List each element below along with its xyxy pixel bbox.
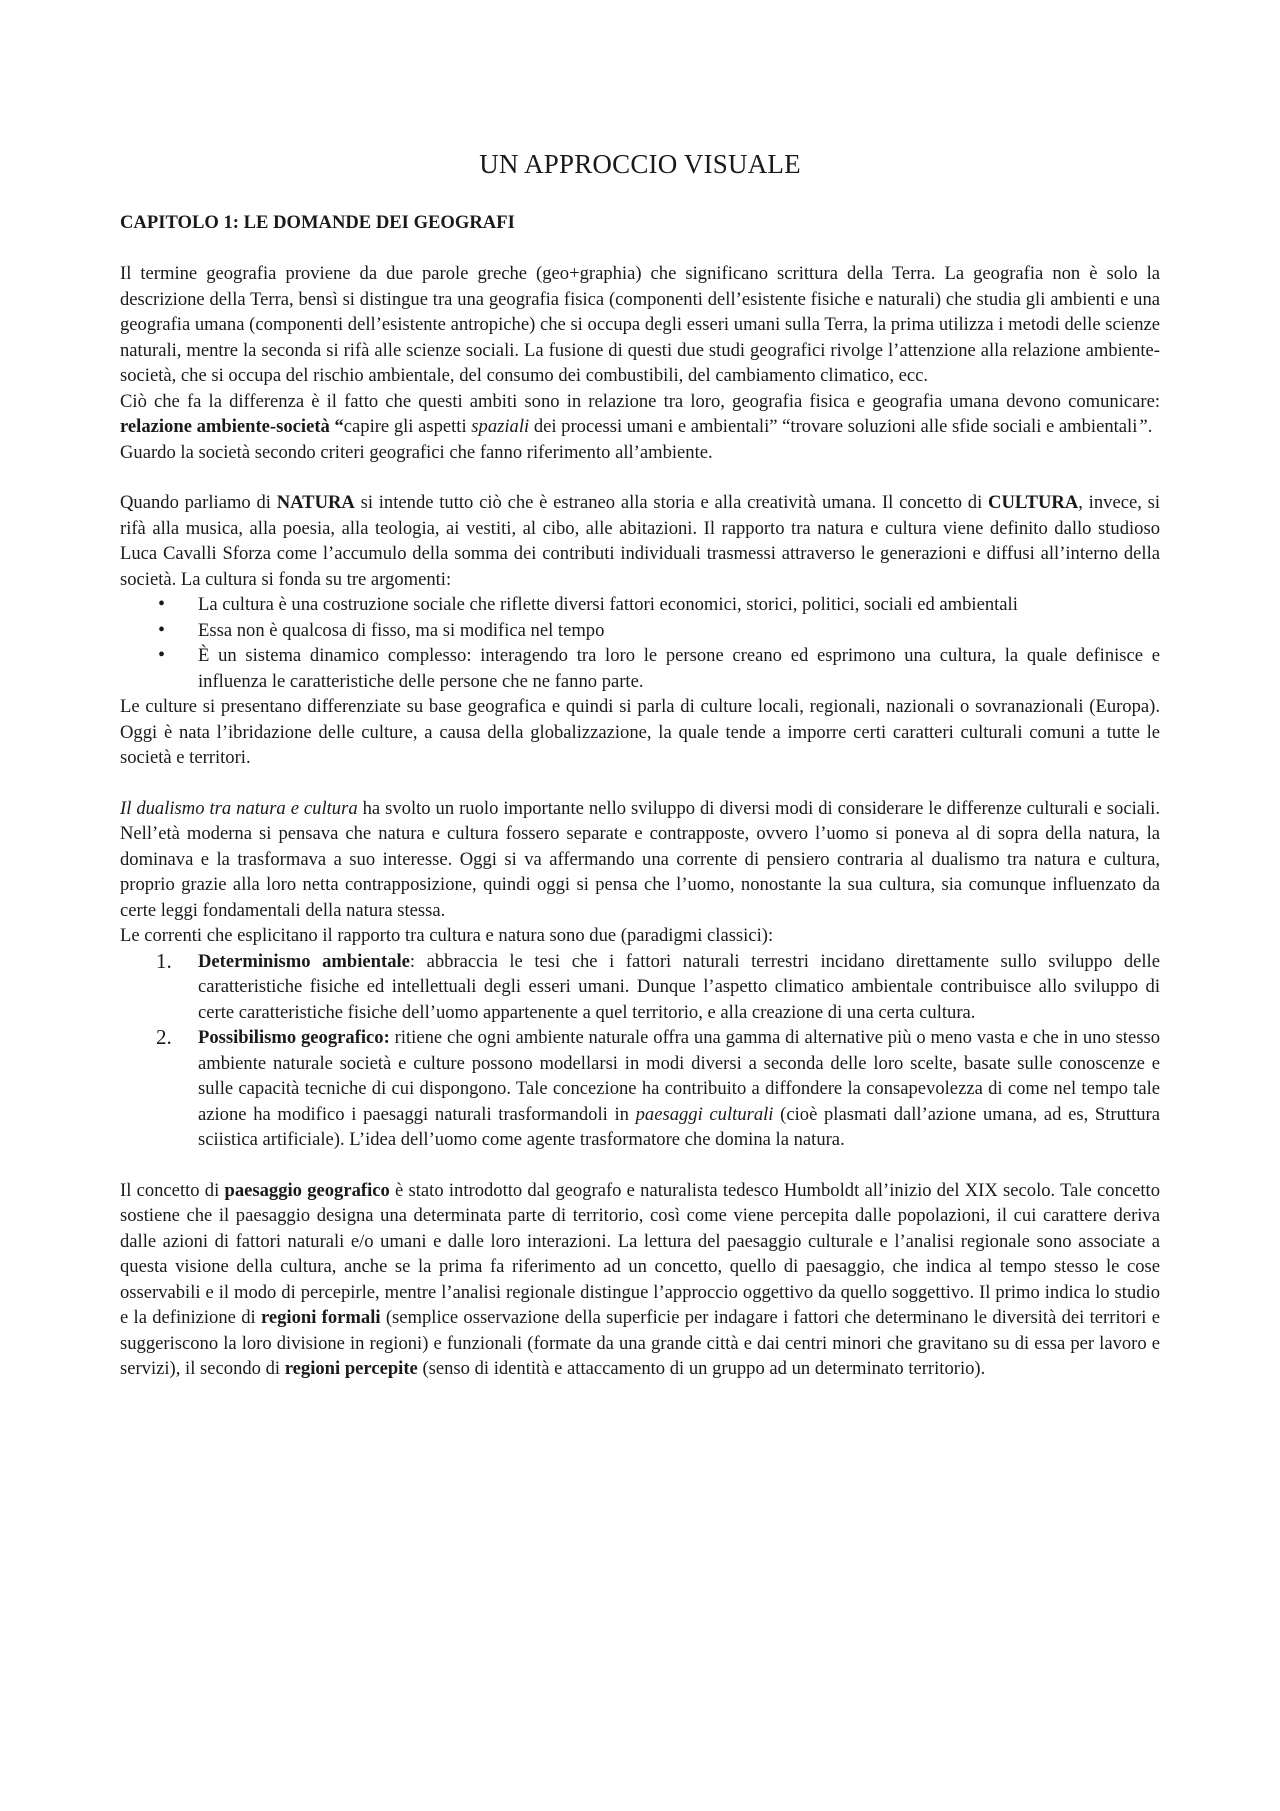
p8-bold-regioni-percepite: regioni percepite bbox=[284, 1358, 418, 1379]
bullet-item: • È un sistema dinamico complesso: interagendo tra loro le persone creano ed esprimono una cultura, la quale definisce e influenza le caratteristiche delle persone che ne fanno parte. bbox=[120, 643, 1160, 694]
bullet-item: • La cultura è una costruzione sociale che riflette diversi fattori economici, storici, politici, sociali ed ambientali bbox=[120, 592, 1160, 618]
paragraph-correnti: Le correnti che esplicitano il rapporto tra cultura e natura sono due (paradigmi classici): bbox=[120, 925, 774, 946]
p8-text-e: (semplice osservazione della superficie per indagare i fattori che determinano le diversità dei territori e suggeriscono la loro divisione in regioni) e funzionali (formate da una grande città e dai centri minori che gravitano su di essa per lavoro e servizi), il secondo di bbox=[120, 1307, 1160, 1379]
p4-text-c: si intende tutto ciò che è estraneo alla storia e alla creatività umana. Il concetto di bbox=[354, 492, 989, 513]
paragraph-guardo: Guardo la società secondo criteri geografici che fanno riferimento all’ambiente. bbox=[120, 441, 713, 463]
p8-bold-paesaggio: paesaggio geografico bbox=[224, 1179, 390, 1201]
chapter-heading: CAPITOLO 1: LE DOMANDE DEI GEOGRAFI bbox=[120, 212, 515, 233]
p8-bold-regioni-formali: regioni formali bbox=[260, 1307, 381, 1328]
italic-paesaggi-culturali: paesaggi culturali bbox=[635, 1103, 774, 1125]
bullet-item: • Essa non è qualcosa di fisso, ma si modifica nel tempo bbox=[120, 618, 1160, 644]
numbered-tail: (cioè plasmati dall’azione umana, ad es, Struttura sciistica artificiale). L’idea dell’uomo come agente trasformatore che domina la natura. bbox=[198, 1103, 1160, 1150]
spacer bbox=[120, 1153, 1160, 1178]
p4-text-a: Quando parliamo di bbox=[120, 492, 277, 513]
paragraph-natura-cultura bbox=[120, 490, 1160, 592]
p8-text-c: è stato introdotto dal geografo e naturalista tedesco Humboldt all’inizio del XIX secolo. Tale concetto sostiene che il paesaggio designa una determinata parte di territorio, così come viene percepita dalle popolazioni, il cui carattere deriva dalle azioni di fattori naturali e/o umani e dalle loro interazioni. La lettura del paesaggio culturale e l’analisi regionale sono associate a questa visione della cultura, anche se la prima fa riferimento ad un concetto, quello di paesaggio, che indica al tempo stesso le cose osservabili e il modo di percepirle, mentre l’analisi regionale distingue l’approccio oggettivo da quello soggettivo. Il primo indica lo studio e la definizione di bbox=[120, 1179, 1161, 1328]
p2-text-g: . bbox=[1147, 416, 1153, 437]
p4-bold-natura: NATURA bbox=[276, 492, 355, 513]
p8-text-g: (senso di identità e attaccamento di un gruppo ad un determinato territorio). bbox=[417, 1358, 986, 1379]
numbered-item-determinismo bbox=[120, 949, 1160, 1026]
p4-text-e: , invece, si rifà alla musica, alla poesia, alla teologia, ai vestiti, al cibo, alle abitazioni. Il rapporto tra natura e cultura viene definito dallo studioso Luca Cavalli Sforza come l’accumulo della somma dei contributi individuali trasmessi attraverso le generazioni e diffusi all’interno della società. La cultura si fonda su tre argomenti: bbox=[120, 492, 1161, 590]
p2-text-e: dei processi umani e ambientali” “trovare soluzioni alle sfide sociali e ambientali bbox=[529, 416, 1138, 437]
numbered-list bbox=[120, 949, 1160, 1153]
p8-text-a: Il concetto di bbox=[120, 1179, 225, 1201]
p2-text-c: capire gli aspetti bbox=[343, 416, 472, 437]
document-title: UN APPROCCIO VISUALE bbox=[479, 149, 801, 179]
document-page bbox=[120, 148, 1160, 1382]
spacer bbox=[120, 465, 1160, 490]
p2-italic-spaziali: spaziali bbox=[471, 416, 530, 437]
paragraph-dualismo bbox=[120, 796, 1160, 924]
paragraph-geografia: Il termine geografia proviene da due parole greche (geo+graphia) che significano scrittura della Terra. La geografia non è solo la descrizione della Terra, bensì si distingue tra una geografia fisica (componenti dell’esistente fisiche e naturali) che studia gli ambienti e una geografia umana (componenti dell’esistente antropiche) che si occupa degli esseri umani sulla Terra, la prima utilizza i metodi delle scienze naturali, mentre la seconda si rifà alle scienze sociali. La fusione di questi due studi geografici rivolge l’attenzione alla relazione ambiente-società, che si occupa del rischio ambientale, del consumo dei combustibili, del cambiamento climatico, ecc. bbox=[120, 263, 1160, 386]
numbered-item-possibilismo bbox=[120, 1025, 1160, 1153]
p6-text-b: ha svolto un ruolo importante nello sviluppo di diversi modi di considerare le differenze culturali e sociali. Nell’età moderna si pensava che natura e cultura fossero separate e contrapposte, ovvero l’uomo si poneva al di sopra della natura, la dominava e la trasformava a suo interesse. Oggi si va affermando una corrente di pensiero contraria al dualismo tra natura e cultura, proprio grazie alla loro netta contrapposizione, quindi oggi si pensa che l’uomo, nonostante la sua cultura, sia comunque influenzato da certe leggi fondamentali della natura stessa. bbox=[120, 797, 1160, 921]
p2-italic-quote: ” bbox=[1137, 416, 1148, 437]
bullet-list bbox=[120, 592, 1160, 694]
term-possibilismo: Possibilismo geografico: bbox=[198, 1027, 390, 1048]
list-number: 1. bbox=[156, 948, 172, 973]
p2-bold-relazione: relazione ambiente-società “ bbox=[120, 416, 344, 437]
p2-text-a: Ciò che fa la differenza è il fatto che questi ambiti sono in relazione tra loro, geografia fisica e geografia umana devono comunicare: bbox=[120, 390, 1160, 412]
list-number: 2. bbox=[156, 1025, 172, 1049]
paragraph-culture-differenziate: Le culture si presentano differenziate su base geografica e quindi si parla di culture locali, regionali, nazionali o sovranazionali (Europa). Oggi è nata l’ibridazione delle culture, a causa della globalizzazione, la quale tende a imporre certi caratteri culturali comuni a tutte le società e territori. bbox=[120, 696, 1160, 768]
p4-bold-cultura: CULTURA bbox=[988, 492, 1079, 513]
paragraph-differenza bbox=[120, 389, 1160, 440]
numbered-text: : abbraccia le tesi che i fattori naturali terrestri incidano direttamente sullo sviluppo delle caratteristiche fisiche ed intellettuali degli esseri umani. Dunque l’aspetto climatico ambientale contribuisce allo sviluppo di certe caratteristiche fisiche dell’uomo appartenente a quel territorio, e alla creazione di una certa cultura. bbox=[198, 950, 1160, 1023]
numbered-text: ritiene che ogni ambiente naturale offra una gamma di alternative più o meno vasta e che in uno stesso ambiente naturale società e culture possono modellarsi in modi diversi a seconda delle loro scelte, basate sulle conoscenze e sulle capacità tecniche di cui dispongono. Tale concezione ha contribuito a diffondere la consapevolezza di come nel tempo tale azione ha modifico i paesaggi naturali trasformandoli in bbox=[198, 1027, 1160, 1125]
term-determinismo: Determinismo ambientale bbox=[198, 950, 410, 972]
p6-italic-dualismo: Il dualismo tra natura e cultura bbox=[120, 797, 358, 819]
paragraph-paesaggio bbox=[120, 1178, 1160, 1382]
spacer bbox=[120, 771, 1160, 796]
